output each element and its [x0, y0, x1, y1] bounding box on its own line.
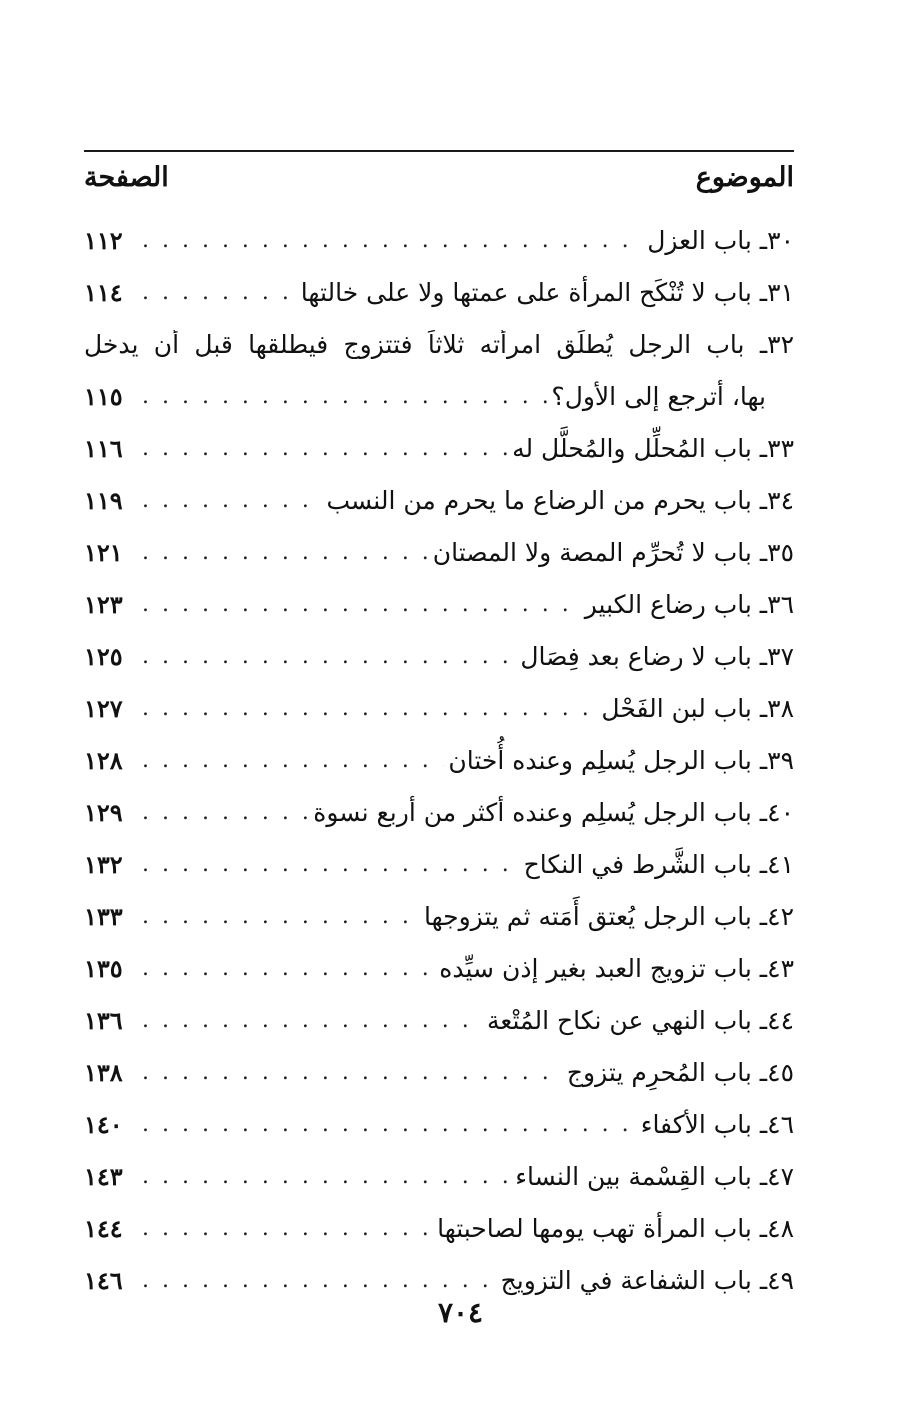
entry-page-number: ١٣٢ [84, 849, 123, 879]
entry-title: ٤٨ـ باب المرأة تهب يومها لصاحبتها [437, 1213, 794, 1243]
entry-title: ٤٥ـ باب المُحرِم يتزوج [566, 1057, 794, 1087]
entry-page-number: ١١٩ [84, 485, 123, 515]
dot-leader [142, 1216, 433, 1241]
dot-leader [142, 644, 516, 669]
dot-leader [142, 488, 322, 513]
dot-leader [142, 1268, 497, 1293]
entry-title: ٤٣ـ باب تزويج العبد بغير إذن سيِّده [439, 953, 794, 983]
entry-title-continuation: بها، أترجع إلى الأول؟ [551, 381, 766, 411]
entry-title: ٣٦ـ باب رضاع الكبير [584, 589, 794, 619]
dot-leader [142, 800, 309, 825]
entry-page-number: ١٢٨ [84, 745, 123, 775]
column-header-page: الصفحة [84, 162, 169, 193]
entry-page-number: ١٤٤ [84, 1213, 123, 1243]
dot-leader [142, 1008, 483, 1033]
dot-leader [142, 592, 581, 617]
dot-leader [142, 1112, 637, 1137]
toc-entry [84, 1202, 794, 1254]
entry-page-number: ١٢٧ [84, 693, 123, 723]
dot-leader [142, 956, 435, 981]
dot-leader [142, 696, 597, 721]
toc-entry [84, 422, 794, 474]
entry-title: ٣٤ـ باب يحرم من الرضاع ما يحرم من النسب [326, 485, 794, 515]
toc-entry [84, 526, 794, 578]
dot-leader [142, 228, 643, 253]
column-header-topic: الموضوع [695, 162, 794, 193]
entry-title: ٣٣ـ باب المُحلِّل والمُحلَّل له [512, 433, 794, 463]
dot-leader [142, 540, 429, 565]
entry-page-number: ١٣٣ [84, 901, 123, 931]
entry-page-number: ١١٢ [84, 225, 123, 255]
toc-entry-line-2 [84, 370, 794, 422]
entry-title: ٤٢ـ باب الرجل يُعتق أَمَته ثم يتزوجها [424, 901, 794, 931]
dot-leader [142, 904, 420, 929]
toc-entry [84, 630, 794, 682]
entry-title: ٤٧ـ باب القِسْمة بين النساء [515, 1161, 794, 1191]
entry-page-number: ١١٤ [84, 277, 123, 307]
entry-page-number: ١٣٥ [84, 953, 123, 983]
toc-entry [84, 682, 794, 734]
toc-entry [84, 734, 794, 786]
header-rule [84, 150, 794, 152]
toc-entry [84, 1150, 794, 1202]
toc-entry [84, 1046, 794, 1098]
entry-page-number: ١٢٣ [84, 589, 123, 619]
entry-title: ٣١ـ باب لا تُنْكَح المرأة على عمتها ولا على خالتها [300, 277, 794, 307]
toc-entry [84, 266, 794, 318]
entry-title: ٤٤ـ باب النهي عن نكاح المُتْعة [487, 1005, 794, 1035]
toc-entry [84, 474, 794, 526]
entry-page-number: ١١٦ [84, 433, 123, 463]
entry-page-number: ١٤٦ [84, 1265, 123, 1295]
dot-leader [142, 1164, 511, 1189]
dot-leader [142, 748, 444, 773]
toc-entry [84, 786, 794, 838]
entry-title: ٣٩ـ باب الرجل يُسلِم وعنده أُختان [448, 745, 794, 775]
entry-title: ٣٥ـ باب لا تُحرِّم المصة ولا المصتان [432, 537, 794, 567]
dot-leader [142, 852, 520, 877]
toc-entry [84, 214, 794, 266]
entry-page-number: ١٤٠ [84, 1109, 123, 1139]
entry-page-number: ١١٥ [84, 381, 123, 411]
entry-page-number: ١٣٦ [84, 1005, 123, 1035]
entry-title: ٤٦ـ باب الأكفاء [640, 1109, 794, 1139]
entry-title: ٣٨ـ باب لبن الفَحْل [601, 693, 794, 723]
entry-page-number: ١٤٣ [84, 1161, 123, 1191]
dot-leader [142, 384, 547, 409]
toc-entries [84, 214, 794, 1306]
entry-title: ٤١ـ باب الشَّرط في النكاح [523, 849, 794, 879]
toc-entry [84, 890, 794, 942]
entry-title: ٣٢ـ باب الرجل يُطلِّق امرأته ثلاثاً فتتزوج فيطلقها قبل أن يدخل [84, 329, 794, 359]
entry-page-number: ١٣٨ [84, 1057, 123, 1087]
toc-entry [84, 942, 794, 994]
entry-title: ٤٩ـ باب الشفاعة في التزويج [500, 1265, 794, 1295]
entry-title: ٣٧ـ باب لا رضاع بعد فِصَال [520, 641, 794, 671]
entry-title: ٤٠ـ باب الرجل يُسلِم وعنده أكثر من أربع نسوة [313, 797, 794, 827]
toc-entry [84, 1098, 794, 1150]
toc-entry [84, 838, 794, 890]
entry-page-number: ١٢٥ [84, 641, 123, 671]
entry-page-number: ١٢٩ [84, 797, 123, 827]
toc-entry [84, 994, 794, 1046]
toc-entry [84, 578, 794, 630]
page-number: ٧٠٤ [437, 1296, 484, 1329]
entry-page-number: ١٢١ [84, 537, 123, 567]
dot-leader [142, 436, 508, 461]
dot-leader [142, 280, 297, 305]
dot-leader [142, 1060, 563, 1085]
entry-title: ٣٠ـ باب العزل [647, 225, 794, 255]
toc-entry-line-1 [84, 318, 794, 370]
